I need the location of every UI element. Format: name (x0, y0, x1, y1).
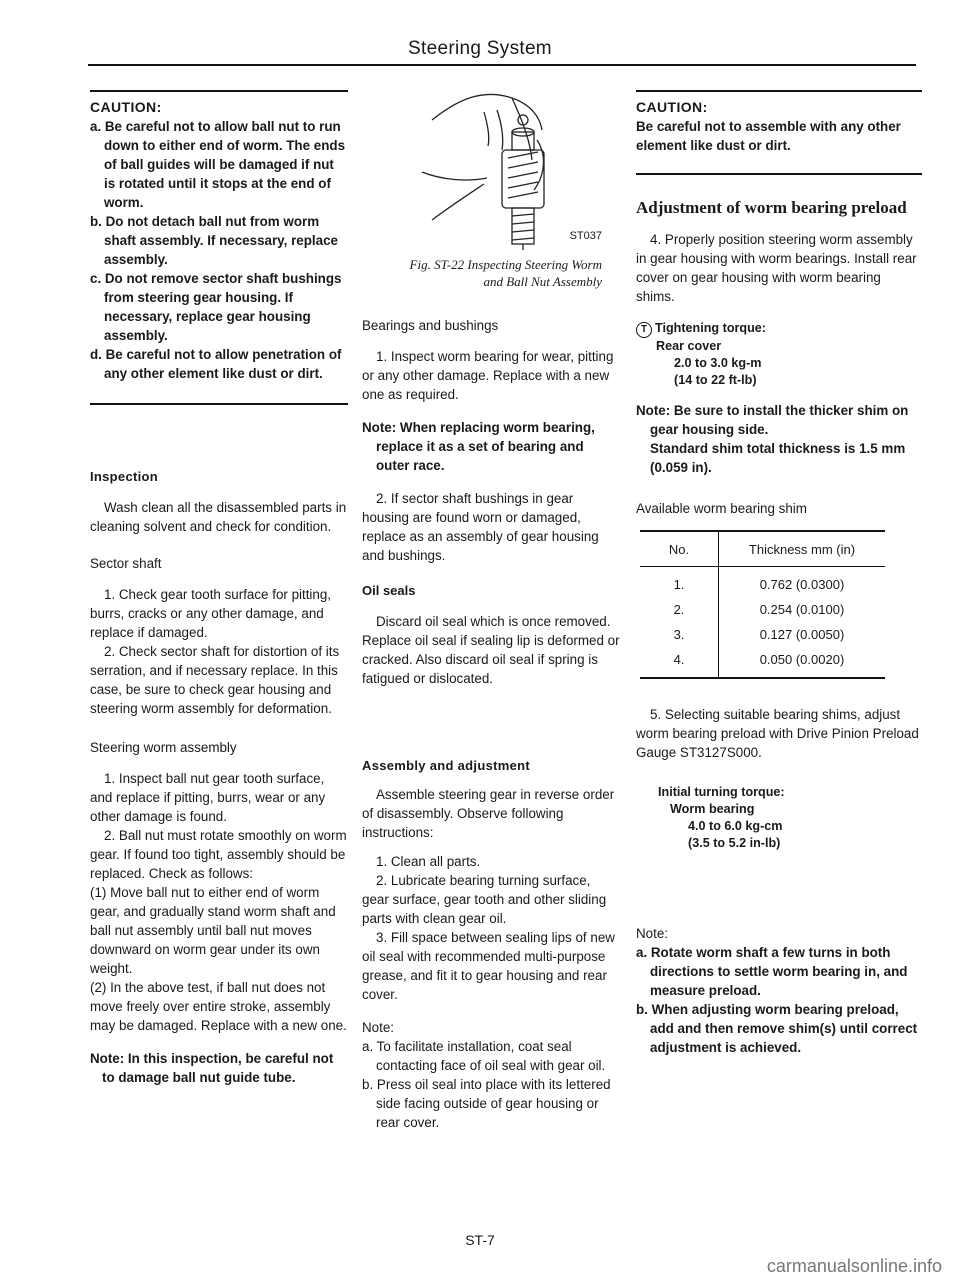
step-4: 4. Properly position steering worm assembly in gear housing with worm bearings. Install rear cover on gear housing with worm bearing shims. (636, 232, 917, 304)
figure-code: ST037 (569, 230, 602, 242)
shim-thickness: 0.254 (0.0100) (759, 602, 845, 617)
shim-table (640, 530, 885, 679)
oil-seals-text: Discard oil seal which is once removed. Replace oil seal if sealing lip is deformed or cracked. Also discard oil seal if spring is fatigued or dislocated. (362, 614, 620, 686)
sector-item-2: 2. Check sector shaft for distortion of its serration, and if necessary replace. In this case, be sure to check gear housing and steering worm assembly for deformation. (90, 644, 340, 716)
bearings-item-2: 2. If sector shaft bushings in gear housing are found worn or damaged, replace as an assembly of gear housing and bushings. (362, 491, 599, 563)
figure-caption-line-2: and Ball Nut Assembly (483, 274, 602, 289)
adjust-note-b: b. When adjusting worm bearing preload, add and then remove shim(s) until correct adjustment is achieved. (636, 1002, 918, 1055)
initial-torque-heading: Initial turning torque: (658, 785, 785, 799)
assembly-note-a: a. To facilitate installation, coat seal contacting face of oil seal with gear oil. (362, 1039, 606, 1073)
inspection-note: Note: In this inspection, be careful not to damage ball nut guide tube. (90, 1051, 334, 1085)
sector-item-1: 1. Check gear tooth surface for pitting, burrs, cracks or any other damage, and replace if damaged. (90, 587, 332, 640)
adjustment-heading: Adjustment of worm bearing preload (636, 198, 907, 217)
worm-item-1: 1. Inspect ball nut gear tooth surface, and replace if pitting, burrs, wear or any other damage is found. (90, 771, 326, 824)
caution-bottom-rule (90, 403, 348, 405)
shim-table-caption: Available worm bearing shim (636, 501, 807, 516)
torque-value-metric: 2.0 to 3.0 kg-m (674, 356, 762, 370)
assembly-item-3: 3. Fill space between sealing lips of new oil seal with recommended multi-purpose grease, and fit it to gear housing and rear cover. (362, 930, 615, 1002)
table-row (640, 622, 885, 647)
caution2-top-rule (636, 90, 922, 92)
oil-seals-heading: Oil seals (362, 583, 416, 598)
assembly-item-1: 1. Clean all parts. (376, 854, 481, 869)
shim-note-1: Note: Be sure to install the thicker shim on gear housing side. (636, 403, 909, 437)
shim-no: 3. (640, 622, 719, 647)
assembly-heading: Assembly and adjustment (362, 758, 530, 773)
shim-note-2: Standard shim total thickness is 1.5 mm (0.059 in). (650, 441, 906, 475)
table-row (640, 567, 885, 598)
header-rule (88, 64, 916, 66)
initial-torque-imperial: (3.5 to 5.2 in-lb) (688, 836, 781, 850)
shim-table-header (640, 531, 885, 567)
torque-part: Rear cover (656, 339, 722, 353)
caution2-bottom-rule (636, 173, 922, 175)
column-middle (362, 80, 620, 1132)
steering-worm-illustration (362, 80, 620, 250)
adjust-note-a: a. Rotate worm shaft a few turns in both directions to settle worm bearing in, and measure preload. (636, 945, 908, 998)
caution-item-a: a. Be careful not to allow ball nut to run down to either end of worm. The ends of ball guides will be damaged if nut is rotated until it stops at the end of worm. (90, 119, 346, 210)
inspection-text: Wash clean all the disassembled parts in cleaning solvent and check for condition. (90, 500, 347, 534)
step-5: 5. Selecting suitable bearing shims, adjust worm bearing preload with Drive Pinion Preload Gauge ST3127S000. (636, 707, 919, 760)
inspection-heading: Inspection (90, 469, 159, 484)
torque-heading-text: Tightening torque: (655, 321, 766, 335)
worm-item-3: (1) Move ball nut to either end of worm gear, and gradually stand worm shaft and ball nut assembly until ball nut moves downward on worm gear under its own weight. (90, 885, 336, 976)
caution-item-b: b. Do not detach ball nut from worm shaft assembly. If necessary, replace assembly. (90, 214, 338, 267)
watermark: carmanualsonline.info (766, 1256, 942, 1276)
sector-shaft-heading: Sector shaft (90, 556, 162, 571)
shim-no: 1. (640, 567, 719, 598)
bearings-item-1: 1. Inspect worm bearing for wear, pitting or any other damage. Replace with a new one as required. (362, 349, 614, 402)
bearings-note: Note: When replacing worm bearing, replace it as a set of bearing and outer race. (362, 420, 595, 473)
column-left (90, 80, 348, 1087)
caution-item-c: c. Do not remove sector shaft bushings from steering gear housing. If necessary, replace gear housing assembly. (90, 271, 342, 343)
shim-thickness: 0.762 (0.0300) (759, 577, 845, 592)
caution2-heading: CAUTION: (636, 99, 708, 115)
assembly-note-heading: Note: (362, 1020, 395, 1035)
torque-icon: T (636, 322, 652, 338)
tightening-torque-heading (636, 320, 922, 338)
caution2-text: Be careful not to assemble with any other element like dust or dirt. (636, 119, 901, 153)
column-right (636, 80, 922, 1057)
shim-thickness: 0.127 (0.0050) (759, 627, 845, 642)
table-row (640, 597, 885, 622)
figure-steering-worm (362, 80, 620, 250)
worm-item-4: (2) In the above test, if ball nut does not move freely over entire stroke, assembly may be damaged. Replace with a new one. (90, 980, 347, 1033)
shim-no: 2. (640, 597, 719, 622)
page-header-title: Steering System (408, 38, 552, 59)
bearings-heading: Bearings and bushings (362, 318, 499, 333)
table-row (640, 647, 885, 678)
assembly-note-b: b. Press oil seal into place with its lettered side facing outside of gear housing or rear cover. (362, 1077, 611, 1130)
figure-caption-line-1: Fig. ST-22 Inspecting Steering Worm (409, 257, 602, 272)
shim-header-no: No. (640, 531, 719, 567)
caution-item-d: d. Be careful not to allow penetration of any other element like dust or dirt. (90, 347, 342, 381)
caution-heading: CAUTION: (90, 99, 162, 115)
shim-no: 4. (640, 647, 719, 678)
adjust-note-heading: Note: (636, 926, 669, 941)
worm-assembly-heading: Steering worm assembly (90, 740, 237, 755)
shim-header-thickness: Thickness mm (in) (719, 531, 886, 567)
assembly-item-2: 2. Lubricate bearing turning surface, gear surface, gear tooth and other sliding parts with clean gear oil. (362, 873, 607, 926)
shim-thickness: 0.050 (0.0020) (719, 647, 886, 678)
caution-top-rule (90, 90, 348, 92)
worm-item-2: 2. Ball nut must rotate smoothly on worm gear. If found too tight, assembly should be replaced. Check as follows: (90, 828, 347, 881)
page-number: ST-7 (465, 1232, 495, 1248)
assembly-text: Assemble steering gear in reverse order of disassembly. Observe following instructions: (362, 787, 615, 840)
torque-value-imperial: (14 to 22 ft-lb) (674, 373, 757, 387)
initial-torque-part: Worm bearing (670, 802, 755, 816)
initial-torque-metric: 4.0 to 6.0 kg-cm (688, 819, 783, 833)
